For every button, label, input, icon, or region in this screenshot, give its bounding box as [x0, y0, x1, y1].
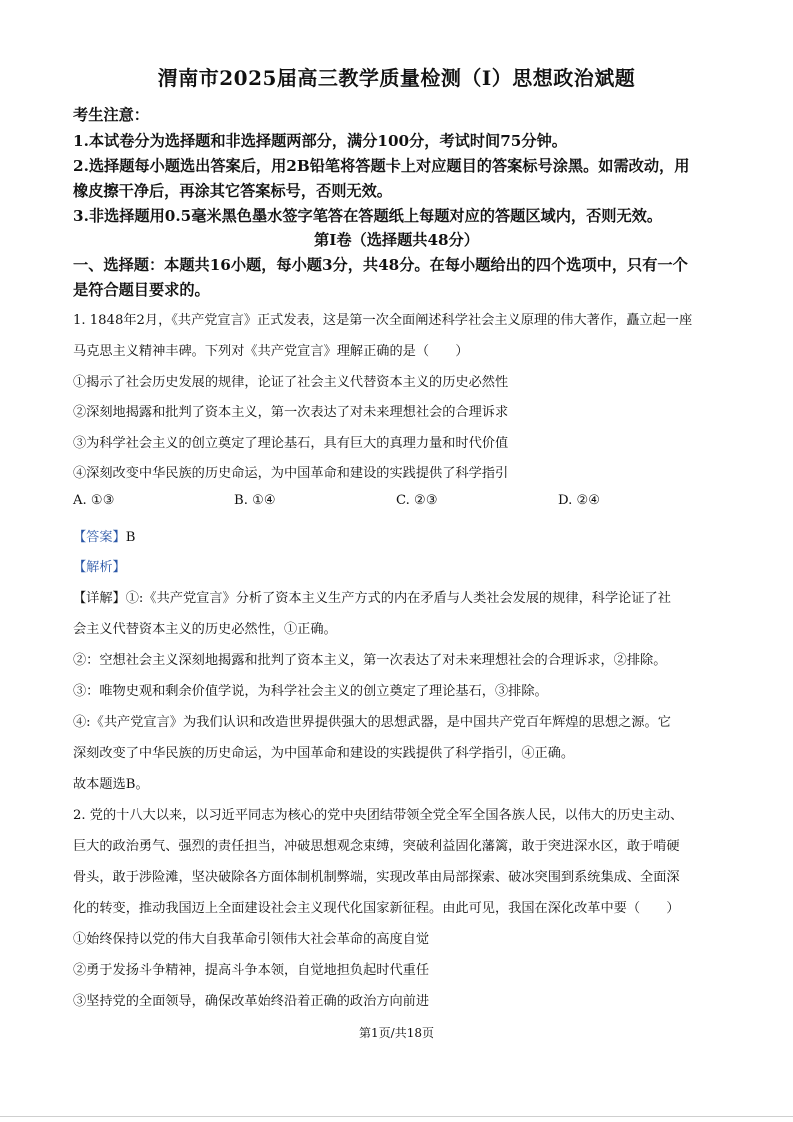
section-instruction: 是符合题目要求的。	[73, 281, 210, 299]
q1-item: ②深刻地揭露和批判了资本主义，第一次表达了对未来理想社会的合理诉求	[73, 405, 509, 420]
section-title: 第Ⅰ卷（选择题共48分）	[314, 231, 479, 249]
notice-line: 橡皮擦干净后，再涂其它答案标号，否则无效。	[73, 182, 392, 200]
q1-detail	[73, 587, 671, 606]
bottom-divider	[0, 1116, 793, 1117]
q1-stem: 1. 1848年2月，《共产党宣言》正式发表，这是第一次全面阐述科学社会主义原理的伟大著作，矗立起一座	[73, 313, 693, 328]
detail-text: ①:《共产党宣言》分析了资本主义生产方式的内在矛盾与人类社会发展的规律，科学论证了社	[125, 591, 671, 606]
q1-detail: ②：空想社会主义深刻地揭露和批判了资本主义，第一次表达了对未来理想社会的合理诉求，②排除。	[73, 653, 667, 668]
q1-option-c: C. ②③	[396, 493, 438, 508]
q2-item: ①始终保持以党的伟大自我革命引领伟大社会革命的高度自觉	[73, 932, 430, 947]
q1-stem: 马克思主义精神丰碑。下列对《共产党宣言》理解正确的是（ ）	[73, 344, 469, 359]
q1-conclusion: 故本题选B。	[73, 777, 149, 792]
answer-label: 【答案】	[73, 530, 126, 545]
q2-item: ②勇于发扬斗争精神，提高斗争本领，自觉地担负起时代重任	[73, 963, 430, 978]
q1-option-a: A. ①③	[73, 493, 115, 508]
q1-detail: 会主义代替资本主义的历史必然性，①正确。	[73, 622, 337, 637]
q1-answer	[73, 526, 135, 545]
q1-detail: 深刻改变了中华民族的历史命运，为中国革命和建设的实践提供了科学指引，④正确。	[73, 746, 575, 761]
notice-heading: 考生注意：	[73, 106, 149, 124]
q1-option-b: B. ①④	[234, 493, 276, 508]
detail-label: 【详解】	[73, 591, 126, 606]
section-instruction: 一、选择题：本题共16小题，每小题3分，共48分。在每小题给出的四个选项中，只有一个	[73, 256, 688, 274]
q1-detail: ③：唯物史观和剩余价值学说，为科学社会主义的创立奠定了理论基石，③排除。	[73, 684, 548, 699]
q2-stem: 2. 党的十八大以来，以习近平同志为核心的党中央团结带领全党全军全国各族人民，以伟大的历史主动、	[73, 808, 684, 823]
notice-line: 1.本试卷分为选择题和非选择题两部分，满分100分，考试时间75分钟。	[73, 132, 567, 150]
page-footer: 第1页/共18页	[359, 1026, 434, 1040]
notice-line: 3.非选择题用0.5毫米黑色墨水签字笔答在答题纸上每题对应的答题区域内，否则无效。	[73, 207, 663, 225]
page-title: 渭南市2025届高三教学质量检测（I）思想政治斌题	[157, 66, 636, 90]
q1-detail: ④:《共产党宣言》为我们认识和改造世界提供强大的思想武器，是中国共产党百年辉煌的思想之源。它	[73, 715, 671, 730]
notice-line: 2.选择题每小题选出答案后，用2B铅笔将答题卡上对应题目的答案标号涂黑。如需改动，用	[73, 157, 690, 175]
q2-stem: 巨大的政治勇气、强烈的责任担当，冲破思想观念束缚，突破利益固化藩篱，敢于突进深水区，敢于啃硬	[73, 839, 680, 854]
q2-item: ③坚持党的全面领导，确保改革始终沿着正确的政治方向前进	[73, 994, 430, 1009]
q1-item: ④深刻改变中华民族的历史命运，为中国革命和建设的实践提供了科学指引	[73, 466, 509, 481]
q2-stem: 化的转变，推动我国迈上全面建设社会主义现代化国家新征程。由此可见，我国在深化改革中要（ ）	[73, 901, 680, 916]
q1-option-d: D. ②④	[558, 493, 601, 508]
q1-analysis-label: 【解析】	[73, 560, 126, 575]
q1-item: ③为科学社会主义的创立奠定了理论基石，具有巨大的真理力量和时代价值	[73, 436, 509, 451]
answer-value: B	[125, 530, 136, 545]
q1-item: ①揭示了社会历史发展的规律，论证了社会主义代替资本主义的历史必然性	[73, 375, 509, 390]
q2-stem: 骨头，敢于涉险滩，坚决破除各方面体制机制弊端，实现改革由局部探索、破冰突围到系统集成、全面深	[73, 870, 680, 885]
